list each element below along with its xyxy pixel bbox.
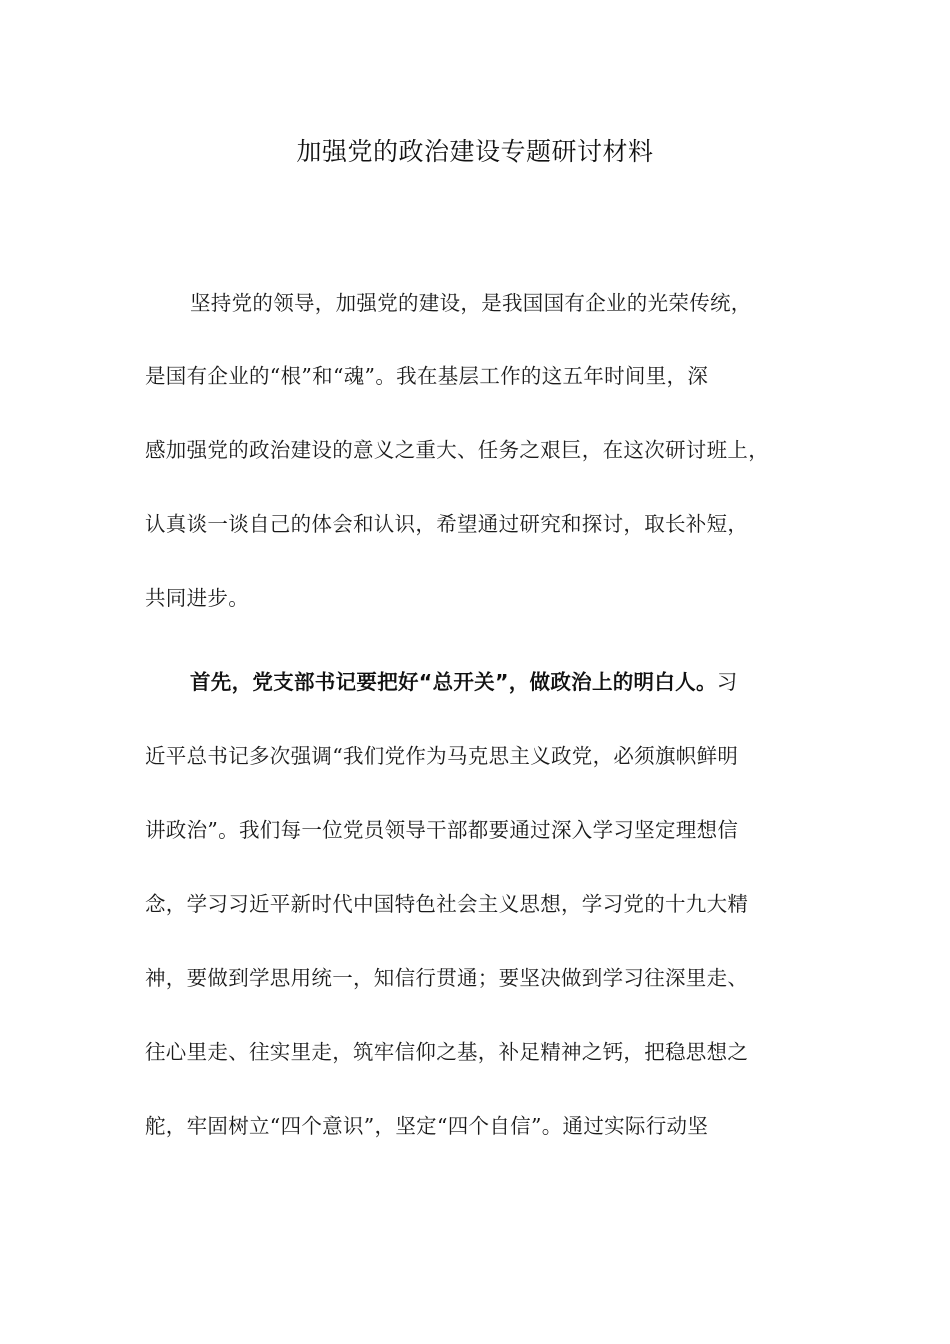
paragraph-line: 舵，牢固树立“四个意识”，坚定“四个自信”。通过实际行动坚 xyxy=(145,1114,709,1138)
paragraph-first-line xyxy=(190,667,805,697)
paragraph-line: 认真谈一谈自己的体会和认识，希望通过研究和探讨，取长补短， xyxy=(145,512,749,536)
document-title: 加强党的政治建设专题研讨材料 xyxy=(296,137,654,166)
paragraph-line: 是国有企业的“根”和“魂”。我在基层工作的这五年时间里，深 xyxy=(145,364,709,388)
paragraph-line: 往心里走、往实里走，筑牢信仰之基，补足精神之钙，把稳思想之 xyxy=(145,1040,749,1064)
paragraph-line: 神，要做到学思用统一，知信行贯通；要坚决做到学习往深里走、 xyxy=(145,966,749,990)
paragraph-line: 讲政治”。我们每一位党员领导干部都要通过深入学习坚定理想信 xyxy=(145,818,739,842)
paragraph-line: 感加强党的政治建设的意义之重大、任务之艰巨，在这次研讨班上， xyxy=(145,438,769,462)
section-heading: 首先，党支部书记要把好“总开关”，做政治上的明白人。 xyxy=(190,670,717,694)
paragraph-line: 近平总书记多次强调“我们党作为马克思主义政党，必须旗帜鲜明 xyxy=(145,744,739,768)
paragraph-line: 坚持党的领导，加强党的建设，是我国国有企业的光荣传统， xyxy=(190,291,752,315)
paragraph-text: 习 xyxy=(716,670,738,694)
paragraph-line: 念，学习习近平新时代中国特色社会主义思想，学习党的十九大精 xyxy=(145,892,749,916)
paragraph-line: 共同进步。 xyxy=(145,586,249,610)
